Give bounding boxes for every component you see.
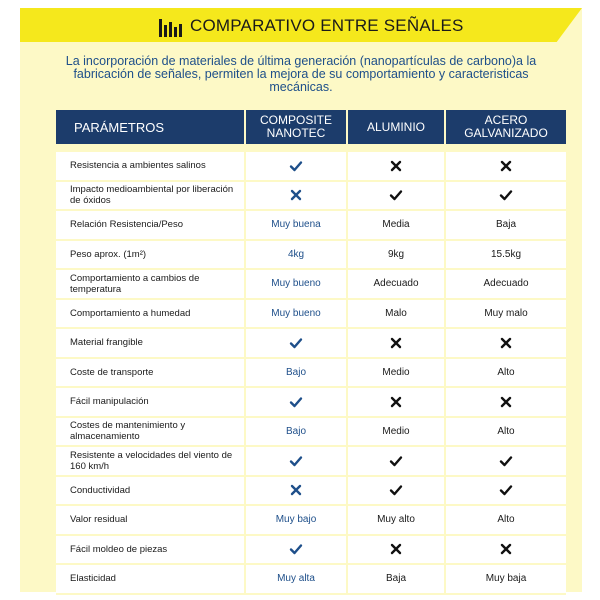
composite-value [246, 477, 348, 507]
cross-icon [499, 395, 513, 409]
check-icon [499, 454, 513, 468]
table-row [56, 329, 566, 359]
table-row [56, 477, 566, 507]
parameter-label: Fácil moldeo de piezas [56, 536, 246, 566]
composite-value [246, 182, 348, 212]
composite-value: Muy buena [246, 211, 348, 241]
acero-value: Muy malo [446, 300, 566, 330]
page-title: COMPARATIVO ENTRE SEÑALES [190, 16, 464, 35]
table-row [56, 565, 566, 595]
table-row [56, 211, 566, 241]
check-icon [289, 395, 303, 409]
acero-value: Adecuado [446, 270, 566, 300]
check-icon [389, 483, 403, 497]
parameter-label: Comportamiento a humedad [56, 300, 246, 330]
check-icon [389, 454, 403, 468]
parameter-label: Material frangible [56, 329, 246, 359]
composite-value [246, 536, 348, 566]
acero-value: Alto [446, 418, 566, 448]
composite-value: Muy bueno [246, 270, 348, 300]
table-row [56, 300, 566, 330]
aluminio-value: Baja [348, 565, 446, 595]
parameter-label: Impacto medioambiental por liberación de óxidos [56, 182, 246, 212]
check-icon [499, 188, 513, 202]
table-row [56, 418, 566, 448]
check-icon [289, 542, 303, 556]
aluminio-value [348, 329, 446, 359]
aluminio-value [348, 388, 446, 418]
composite-value: Muy bajo [246, 506, 348, 536]
aluminio-value: Medio [348, 359, 446, 389]
composite-value: 4kg [246, 241, 348, 271]
table-row [56, 536, 566, 566]
check-icon [289, 454, 303, 468]
composite-value: Bajo [246, 418, 348, 448]
composite-value [246, 447, 348, 477]
acero-value: Baja [446, 211, 566, 241]
aluminio-value: Malo [348, 300, 446, 330]
aluminio-value: Adecuado [348, 270, 446, 300]
composite-value [246, 152, 348, 182]
check-icon [499, 483, 513, 497]
table-row [56, 182, 566, 212]
table-body [56, 152, 566, 595]
cross-icon [499, 336, 513, 350]
composite-value: Muy bueno [246, 300, 348, 330]
cross-icon [389, 159, 403, 173]
column-header-aluminio: ALUMINIO [348, 110, 446, 144]
composite-value: Bajo [246, 359, 348, 389]
aluminio-value: Media [348, 211, 446, 241]
table-row [56, 270, 566, 300]
parameter-label: Comportamiento a cambios de temperatura [56, 270, 246, 300]
parameter-label: Coste de transporte [56, 359, 246, 389]
acero-value [446, 152, 566, 182]
parameter-label: Peso aprox. (1m²) [56, 241, 246, 271]
acero-value: Muy baja [446, 565, 566, 595]
aluminio-value [348, 152, 446, 182]
acero-value [446, 388, 566, 418]
comparison-panel [20, 8, 582, 592]
parameter-label: Resistente a velocidades del viento de 160 km/h [56, 447, 246, 477]
table-row [56, 388, 566, 418]
parameter-label: Relación Resistencia/Peso [56, 211, 246, 241]
table-row [56, 506, 566, 536]
table-row [56, 447, 566, 477]
cross-icon [289, 483, 303, 497]
bar-chart-icon [158, 17, 182, 37]
aluminio-value: Muy alto [348, 506, 446, 536]
cross-icon [389, 336, 403, 350]
comparison-table [56, 110, 566, 585]
acero-value [446, 447, 566, 477]
acero-value [446, 182, 566, 212]
aluminio-value: 9kg [348, 241, 446, 271]
composite-value: Muy alta [246, 565, 348, 595]
aluminio-value [348, 477, 446, 507]
aluminio-value [348, 182, 446, 212]
parameter-label: Elasticidad [56, 565, 246, 595]
check-icon [289, 159, 303, 173]
parameter-label: Costes de mantenimiento y almacenamiento [56, 418, 246, 448]
parameter-label: Fácil manipulación [56, 388, 246, 418]
table-header [56, 110, 566, 144]
cross-icon [499, 542, 513, 556]
acero-value: Alto [446, 359, 566, 389]
check-icon [289, 336, 303, 350]
acero-value [446, 477, 566, 507]
column-header-parametros: PARÁMETROS [56, 110, 246, 144]
parameter-label: Resistencia a ambientes salinos [56, 152, 246, 182]
acero-value: Alto [446, 506, 566, 536]
intro-text: La incorporación de materiales de última generación (nanopartículas de carbono)a la fabricación de señales, permiten la mejora de su comportamiento y caracteristicas mecánicas. [65, 54, 537, 94]
acero-value: 15.5kg [446, 241, 566, 271]
aluminio-value: Medio [348, 418, 446, 448]
table-row [56, 241, 566, 271]
parameter-label: Conductividad [56, 477, 246, 507]
composite-value [246, 388, 348, 418]
column-header-acero: ACERO GALVANIZADO [446, 110, 566, 144]
cross-icon [499, 159, 513, 173]
aluminio-value [348, 447, 446, 477]
check-icon [389, 188, 403, 202]
column-header-composite: COMPOSITE NANOTEC [246, 110, 348, 144]
cross-icon [389, 542, 403, 556]
acero-value [446, 329, 566, 359]
acero-value [446, 536, 566, 566]
table-row [56, 359, 566, 389]
table-row [56, 152, 566, 182]
composite-value [246, 329, 348, 359]
parameter-label: Valor residual [56, 506, 246, 536]
cross-icon [289, 188, 303, 202]
aluminio-value [348, 536, 446, 566]
cross-icon [389, 395, 403, 409]
